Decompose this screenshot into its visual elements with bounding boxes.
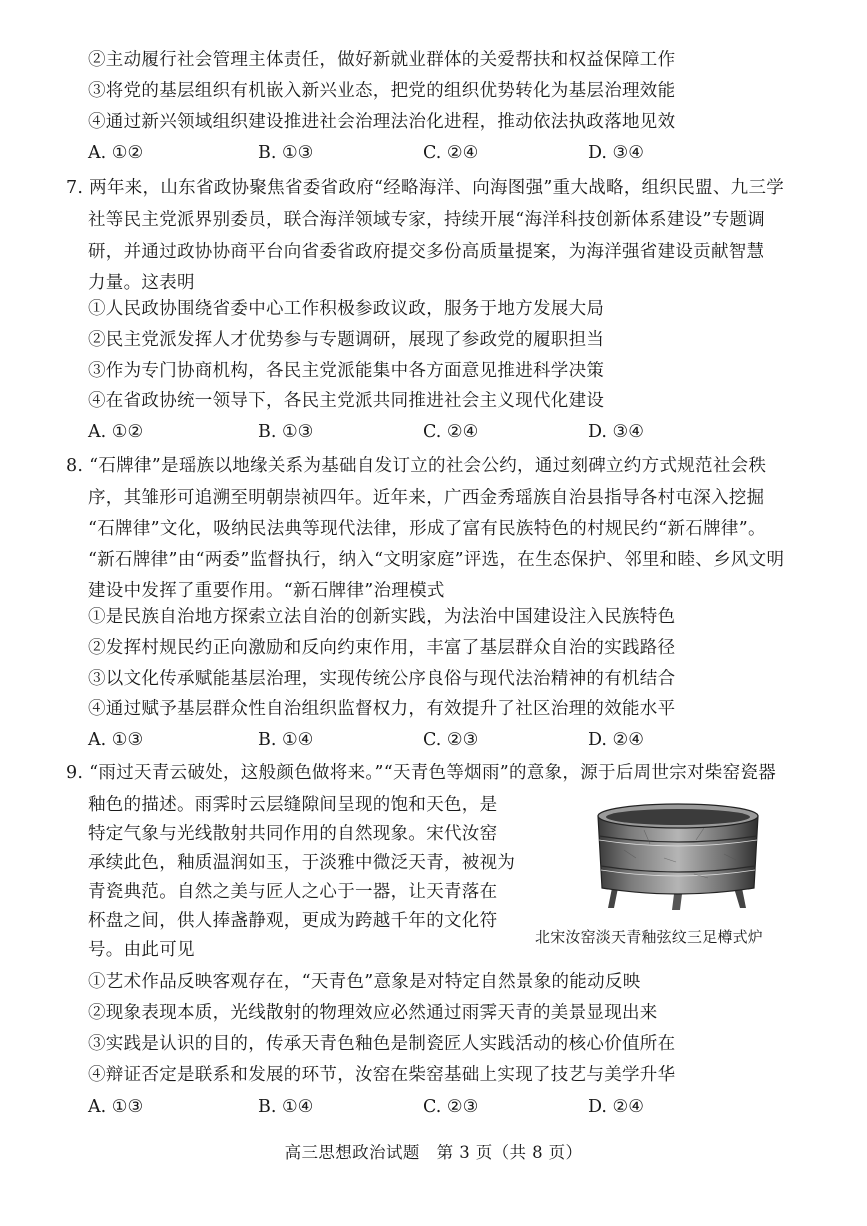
page-footer: 高三思想政治试题 第 3 页（共 8 页） [284,1143,583,1162]
q9-option-d: D. ②④ [588,1097,644,1117]
q9-options [88,1092,768,1122]
q7-option-b: B. ①③ [258,422,314,442]
q9-stem-line: 承续此色，釉质温润如玉，于淡雅中微泛天青，被视为 [88,853,516,873]
tripod-censer-icon [584,800,772,910]
q9-statement-2: ②现象表现本质，光线散射的物理效应必然通过雨霁天青的美景显现出来 [88,1003,658,1023]
q7-stem-line: 7. 两年来，山东省政协聚焦省委省政府“经略海洋、向海图强”重大战略，组织民盟、九三学 [66,178,785,198]
q8-options [88,725,768,755]
q8-statement-2: ②发挥村规民约正向激励和反向约束作用，丰富了基层群众自治的实践路径 [88,638,676,658]
q8-statement-4: ④通过赋予基层群众性自治组织监督权力，有效提升了社区治理的效能水平 [88,699,676,719]
q9-statement-4: ④辩证否定是联系和发展的环节，汝窑在柴窑基础上实现了技艺与美学升华 [88,1065,676,1085]
q6-option-b: B. ①③ [258,143,314,163]
q8-statement-3: ③以文化传承赋能基层治理，实现传统公序良俗与现代法治精神的有机结合 [88,669,676,689]
q7-stem-line: 力量。这表明 [88,273,195,293]
q6-option-c: C. ②④ [423,143,479,163]
q8-stem-line: 建设中发挥了重要作用。“新石牌律”治理模式 [88,581,445,601]
q8-option-d: D. ②④ [588,730,644,750]
q8-option-c: C. ②③ [423,730,479,750]
q6-statement-4: ④通过新兴领域组织建设推进社会治理法治化进程，推动依法执政落地见效 [88,112,676,132]
q7-stem-line: 研，并通过政协协商平台向省委省政府提交多份高质量提案，为海洋强省建设贡献智慧 [88,242,765,262]
q7-statement-1: ①人民政协围绕省委中心工作积极参政议政，服务于地方发展大局 [88,299,605,319]
q9-stem-line: 特定气象与光线散射共同作用的自然现象。宋代汝窑 [88,824,498,844]
q9-statement-1: ①艺术作品反映客观存在，“天青色”意象是对特定自然景象的能动反映 [88,972,641,992]
q9-stem-line: 号。由此可见 [88,940,195,960]
q9-statement-3: ③实践是认识的目的，传承天青色釉色是制瓷匠人实践活动的核心价值所在 [88,1034,676,1054]
q6-statement-3: ③将党的基层组织有机嵌入新兴业态，把党的组织优势转化为基层治理效能 [88,81,676,101]
q8-stem-line: 序，其雏形可追溯至明朝崇祯四年。近年来，广西金秀瑶族自治县指导各村屯深入挖掘 [88,488,765,508]
q9-stem-line: 杯盘之间，供人捧盏静观，更成为跨越千年的文化符 [88,911,498,931]
q7-statement-4: ④在省政协统一领导下，各民主党派共同推进社会主义现代化建设 [88,391,605,411]
q6-options [88,138,768,168]
q7-stem-line: 社等民主党派界别委员，联合海洋领域专家，持续开展“海洋科技创新体系建设”专题调 [88,210,766,230]
q6-option-a: A. ①② [88,143,144,163]
q7-option-c: C. ②④ [423,422,479,442]
q8-stem-line: “新石牌律”由“两委”监督执行，纳入“文明家庭”评选，在生态保护、邻里和睦、乡风文明 [88,550,785,570]
q9-stem-line: 青瓷典范。自然之美与匠人之心于一器，让天青落在 [88,882,498,902]
q8-option-a: A. ①③ [88,730,144,750]
q9-option-c: C. ②③ [423,1097,479,1117]
q8-stem-line: 8. “石牌律”是瑶族以地缘关系为基础自发订立的社会公约，通过刻碑立约方式规范社会秩 [66,456,767,476]
q7-option-a: A. ①② [88,422,144,442]
q7-option-d: D. ③④ [588,422,644,442]
q7-statement-3: ③作为专门协商机构，各民主党派能集中各方面意见推进科学决策 [88,361,605,381]
q8-statement-1: ①是民族自治地方探索立法自治的创新实践，为法治中国建设注入民族特色 [88,607,676,627]
tripod-censer-image [584,800,772,910]
q6-option-d: D. ③④ [588,143,644,163]
q8-stem-line: “石牌律”文化，吸纳民法典等现代法律，形成了富有民族特色的村规民约“新石牌律”。 [88,519,766,539]
q9-option-b: B. ①④ [258,1097,314,1117]
q9-stem-line: 釉色的描述。雨霁时云层缝隙间呈现的饱和天色，是 [88,795,498,815]
q9-option-a: A. ①③ [88,1097,144,1117]
q6-statement-2: ②主动履行社会管理主体责任，做好新就业群体的关爱帮扶和权益保障工作 [88,50,676,70]
q8-option-b: B. ①④ [258,730,314,750]
q7-statement-2: ②民主党派发挥人才优势参与专题调研，展现了参政党的履职担当 [88,330,605,350]
q9-stem-line: 9. “雨过天青云破处，这般颜色做将来。”“天青色等烟雨”的意象，源于后周世宗对柴窑瓷器 [66,763,776,783]
q7-options [88,417,768,447]
figure-caption: 北宋汝窑淡天青釉弦纹三足樽式炉 [535,928,764,946]
